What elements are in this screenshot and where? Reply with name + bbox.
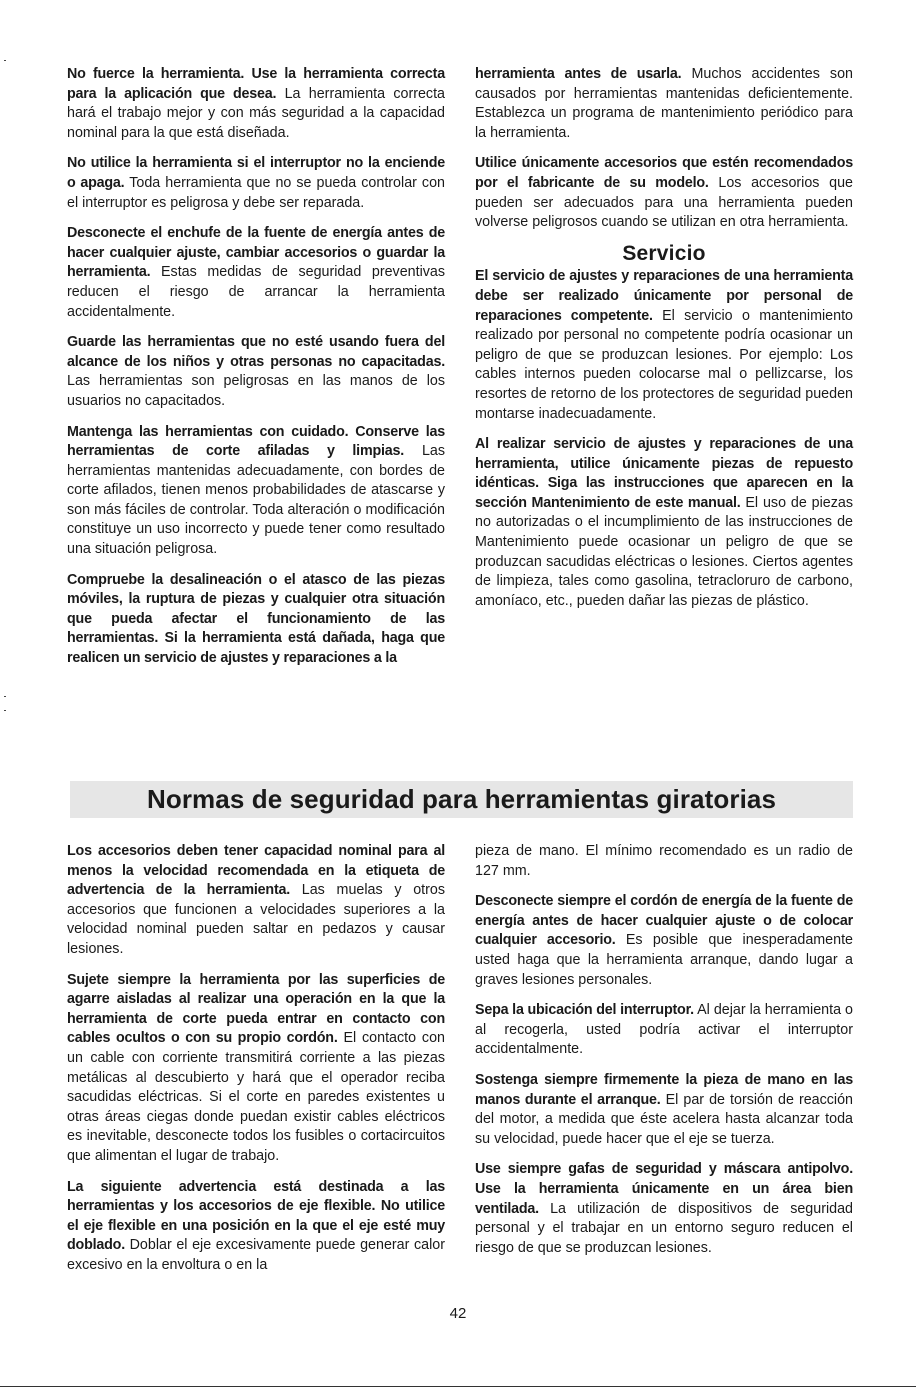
paragraph-lead: Desconecte siempre el cordón de energía de la fuente de energía antes de hacer cualquier ajuste o de colocar cualquier accesorio. [475, 893, 853, 949]
edge-mark [4, 710, 6, 711]
paragraph-lead: Al realizar servicio de ajustes y reparaciones de una herramienta, utilice únicamente piezas de repuesto idénticas. Siga las instrucciones que aparecen en la sección Mantenimiento de este manual. [475, 436, 853, 511]
paragraph-lead: El servicio de ajustes y reparaciones de una herramienta debe ser realizado únicamente por personal de reparaciones competente. [475, 268, 853, 324]
paragraph-body: Muchos accidentes son causados por herramientas mantenidas deficientemente. Establezca un programa de mantenimiento periódico para la herramienta. [475, 66, 853, 141]
paragraph-lead: Mantenga las herramientas con cuidado. Conserve las herramientas de corte afiladas y limpias. [67, 423, 445, 460]
top-right-paragraphs-before [475, 65, 853, 233]
paragraph [475, 1160, 853, 1258]
paragraph [475, 435, 853, 611]
paragraph [67, 224, 445, 322]
paragraph-lead: No fuerce la herramienta. Use la herramienta correcta para la aplicación que desea. [67, 66, 445, 102]
top-left-column [67, 65, 445, 680]
paragraph-body: Es posible que inesperadamente usted haga que la herramienta arranque, dando lugar a graves lesiones personales. [475, 932, 854, 988]
paragraph [67, 423, 445, 560]
paragraph [475, 1071, 853, 1149]
edge-mark [4, 696, 6, 697]
paragraph-body: El uso de piezas no autorizadas o el incumplimiento de las instrucciones de Mantenimiento puede ocasionar un peligro de que se produzcan sacudidas eléctricas o lesiones. Ciertos agentes de limpieza, tales como gasolina, tetracloruro de carbono, amoníaco, etc., pueden dañar las piezas de plástico. [475, 494, 853, 609]
paragraph-body: Estas medidas de seguridad preventivas reducen el riesgo de arrancar la herramienta accidentalmente. [67, 264, 445, 320]
paragraph-lead: Desconecte el enchufe de la fuente de energía antes de hacer cualquier ajuste, cambiar accesorios o guardar la herramienta. [67, 225, 445, 281]
paragraph [475, 1001, 853, 1060]
paragraph [475, 892, 853, 990]
paragraph-body: pieza de mano. El mínimo recomendado es un radio de 127 mm. [475, 843, 853, 879]
paragraph [67, 971, 445, 1167]
paragraph-body: Los accesorios que pueden ser adecuados para una herramienta pueden volverse peligrosos cuando se utilizan en otra herramienta. [475, 174, 853, 231]
paragraph-lead: herramienta antes de usarla. [475, 66, 682, 82]
paragraph-lead: Use siempre gafas de seguridad y máscara antipolvo. Use la herramienta únicamente en un área bien ventilada. [475, 1161, 853, 1217]
top-right-column [475, 65, 853, 622]
paragraph-lead: Compruebe la desalineación o el atasco de las piezas móviles, la ruptura de piezas y cualquier otra situación que pueda afectar el funcionamiento de las herramientas. Si la herramienta está dañada, haga que realicen un servicio de ajustes y reparaciones a la [67, 571, 445, 667]
bottom-rule [0, 1386, 916, 1387]
section-title: Normas de seguridad para herramientas giratorias [146, 784, 777, 814]
edge-mark [4, 60, 6, 61]
bottom-right-column [475, 842, 853, 1269]
page-number: 42 [449, 1305, 467, 1322]
paragraph-body: Las muelas y otros accesorios que funcionen a velocidades superiores a la velocidad nominal pueden saltar en pedazos y causar lesiones. [67, 882, 446, 957]
paragraph-body: Doblar el eje excesivamente puede generar calor excesivo en la envoltura o en la [67, 1237, 445, 1273]
paragraph-body: Las herramientas mantenidas adecuadamente, con bordes de corte afilados, tienen menos probabilidades de atascarse y son más fáciles de controlar. Toda alteración o modificación constituye un uso incorrecto y puede tener como resultado una situación peligrosa. [67, 443, 445, 558]
paragraph [67, 333, 445, 411]
paragraph-lead: Sepa la ubicación del interruptor. [475, 1002, 694, 1019]
paragraph [67, 842, 445, 960]
bottom-left-column [67, 842, 445, 1286]
paragraph-lead: Sujete siempre la herramienta por las superficies de agarre aisladas al realizar una operación en la que la herramienta de corte pueda entrar en contacto con cables ocultos o con su propio cordón. [67, 971, 445, 1047]
paragraph [475, 65, 853, 143]
section-title-banner [70, 781, 853, 818]
paragraph-body: Toda herramienta que no se pueda controlar con el interruptor es peligrosa y debe ser reparada. [67, 174, 445, 211]
paragraph-body: El par de torsión de reacción del motor, a medida que éste acelera hasta alcanzar toda su velocidad, puede hacer que el eje se tuerza. [475, 1091, 853, 1147]
paragraph [67, 571, 445, 669]
paragraph [475, 267, 853, 424]
paragraph-body: Al dejar la herramienta o al recogerla, usted podría activar el interruptor accidentalmente. [475, 1002, 853, 1058]
paragraph-body: La utilización de dispositivos de seguridad personal y el trabajar en un entorno seguro reducen el riesgo de que se produzcan lesiones. [475, 1200, 853, 1256]
paragraph [67, 65, 445, 143]
paragraph [67, 1178, 445, 1276]
paragraph-body: El servicio o mantenimiento realizado por personal no competente podría ocasionar un peligro de que se produzcan lesiones. Por ejemplo: Los cables internos pueden colocarse mal o pellizcarse, los resortes de retorno de los protectores de seguridad pueden montarse inadecuadamente. [475, 307, 854, 422]
paragraph [475, 154, 853, 232]
paragraph-lead: Los accesorios deben tener capacidad nominal para al menos la velocidad recomendada en la etiqueta de advertencia de la herramienta. [67, 843, 445, 899]
top-right-paragraphs-after [475, 267, 853, 611]
paragraph [67, 154, 445, 213]
paragraph-lead: No utilice la herramienta si el interruptor no la enciende o apaga. [67, 155, 445, 191]
paragraph [475, 842, 853, 881]
paragraph-lead: Sostenga siempre firmemente la pieza de mano en las manos durante el arranque. [475, 1071, 853, 1108]
paragraph-body: El contacto con un cable con corriente transmitirá corriente a las piezas metálicas al descubierto y hará que el operador reciba sacudidas eléctricas. Si el corte en paredes existentes u otras áreas ciegas donde puedan existir cables eléctricos es inevitable, desconecte todos los fusibles o cortacircuitos que alimentan el lugar de trabajo. [67, 1030, 445, 1164]
paragraph-body: Las herramientas son peligrosas en las manos de los usuarios no capacitados. [67, 373, 445, 409]
paragraph-lead: La siguiente advertencia está destinada a las herramientas y los accesorios de eje flexible. No utilice el eje flexible en una posición en la que el eje esté muy doblado. [67, 1178, 445, 1254]
paragraph-lead: Guarde las herramientas que no esté usando fuera del alcance de los niños y otras personas no capacitadas. [67, 334, 445, 370]
paragraph-lead: Utilice únicamente accesorios que estén recomendados por el fabricante de su modelo. [475, 155, 853, 191]
paragraph-body: La herramienta correcta hará el trabajo mejor y con más seguridad a la capacidad nominal para la que está diseñada. [67, 85, 445, 141]
service-heading: Servicio [622, 241, 706, 265]
